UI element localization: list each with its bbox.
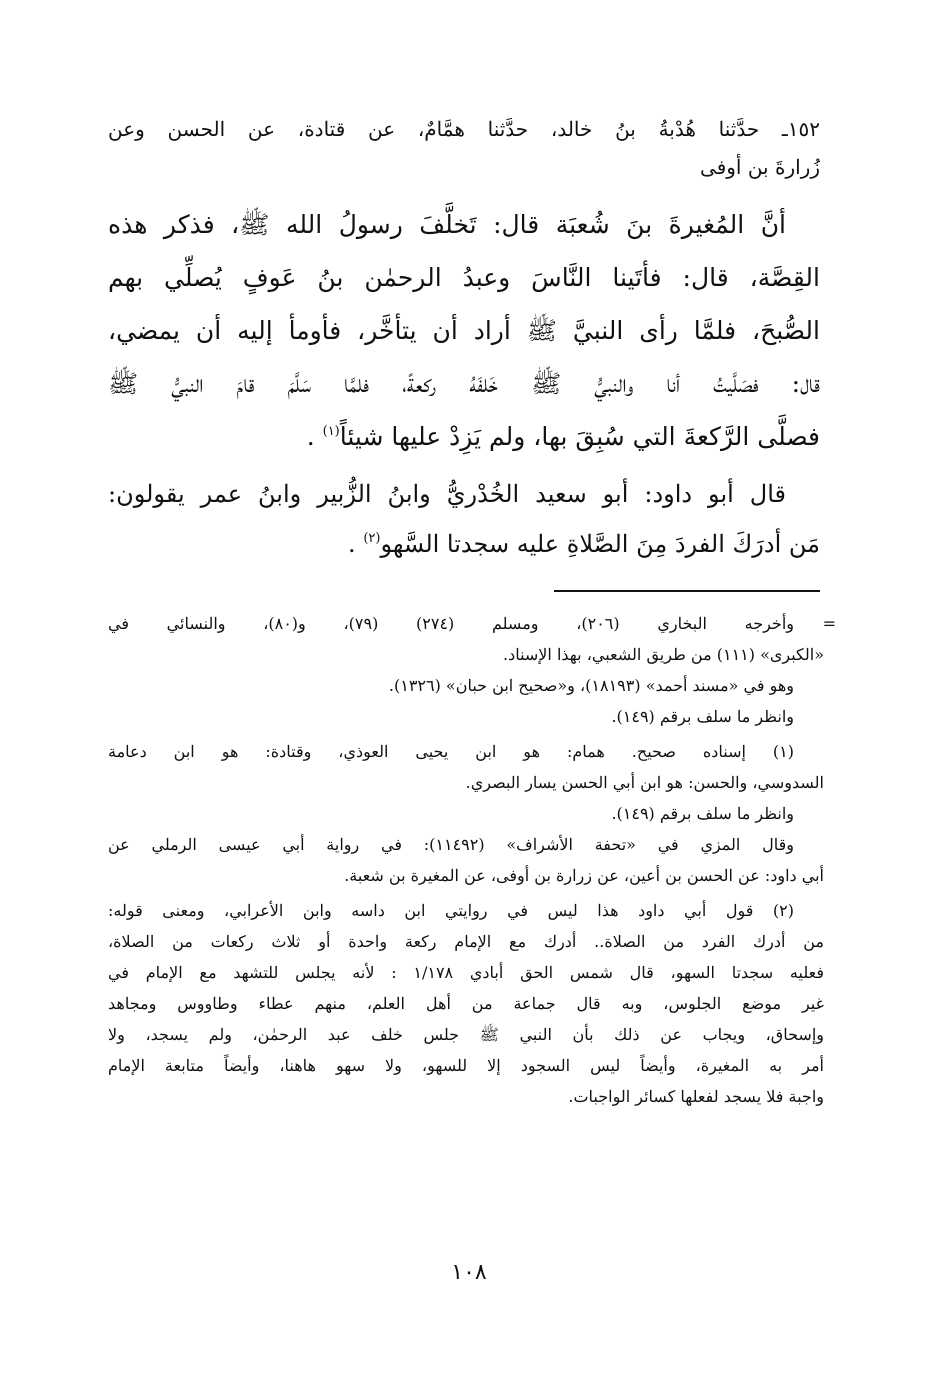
footnote-line: أمر به المغيرة، وأيضاً ليس السجود إلا للسهو، ولا سهو هاهنا، وأيضاً متابعة الإمام — [108, 1056, 824, 1075]
footnote-line: وقال المزي في «تحفة الأشراف» (١١٤٩٢): في رواية أبي عيسى الرملي عن — [108, 835, 795, 854]
footnote-ref-1: (١) — [322, 424, 340, 439]
main-text — [108, 110, 820, 569]
comment-line-last — [108, 519, 820, 569]
matn-line: أنَّ المُغيرةَ بنَ شُعبَة قال: تَخلَّفَ رسولُ الله ﷺ، فذكر هذه — [108, 210, 786, 239]
matn-line: قال: فصَلَّيتُ أنا والنبيُّ ﷺ خَلفَهُ ركعةً، فلمَّا سَلَّمَ قامَ النبيُّ ﷺ — [108, 369, 820, 398]
comment-end: . — [348, 530, 356, 558]
isnad-line: ١٥٢ـ حدَّثنا هُدْبةُ بنُ خالد، حدَّثنا همَّامٌ، عن قتادة، عن الحسن وعن — [108, 117, 820, 141]
continuation-mark: = — [822, 614, 836, 633]
footnote-line: واجبة فلا يسجد لفعلها كسائر الواجبات. — [568, 1087, 824, 1106]
footnote-line: وانظر ما سلف برقم (١٤٩). — [611, 707, 794, 726]
footnote-line: فعليه سجدتا السهو، قال شمس الحق أبادي ١/١٧٨ : لأنه يجلس للتشهد مع الإمام في — [108, 963, 824, 982]
footnote-line: وإسحاق، ويجاب عن ذلك بأن النبي ﷺ جلس خلف عبد الرحمٰن، ولم يسجد، ولا — [108, 1025, 824, 1044]
matn-line: الصُّبحَ، فلمَّا رأى النبيَّ ﷺ أراد أن يتأخَّر، فأومأ إليه أن يمضي، — [108, 316, 820, 345]
footnotes — [108, 608, 836, 1112]
footnote-line: (٢) قول أبي داود هذا ليس في روايتي ابن داسه وابن الأعرابي، ومعنى قوله: — [108, 901, 795, 920]
hadith-matn — [108, 198, 820, 463]
footnote-separator — [554, 590, 820, 592]
hadith-isnad — [108, 110, 820, 186]
footnote-line: «الكبرى» (١١١) من طريق الشعبي، بهذا الإسناد. — [502, 645, 824, 664]
footnote-ref-2: (٢) — [363, 531, 381, 546]
footnote-line: وأخرجه البخاري (٢٠٦)، ومسلم (٢٧٤) (٧٩)، و(٨٠)، والنسائي في — [108, 614, 794, 633]
footnote-line: وهو في «مسند أحمد» (١٨١٩٣)، و«صحيح ابن حبان» (١٣٢٦). — [388, 676, 794, 695]
footnote-line: السدوسي، والحسن: هو ابن أبي الحسن يسار البصري. — [465, 773, 824, 792]
comment-line: قال أبو داود: أبو سعيد الخُدْريُّ وابنُ الزُّبير وابنُ عمر يقولون: — [108, 480, 786, 508]
footnote-line: وانظر ما سلف برقم (١٤٩). — [611, 804, 794, 823]
isnad-line: زُرارةَ بن أوفى — [700, 155, 820, 179]
abu-dawud-comment — [108, 469, 820, 569]
footnote-line: أبي داود: عن الحسن بن أعين، عن زرارة بن أوفى، عن المغيرة بن شعبة. — [344, 866, 824, 885]
matn-end: . — [306, 422, 315, 451]
comment-text: مَن أدرَكَ الفردَ مِنَ الصَّلاةِ عليه سجدتا السَّهو — [380, 530, 820, 558]
footnote-line: من أدرك الفرد من الصلاة.. أدرك مع الإمام ركعة واحدة أو ثلاث ركعات من الصلاة، — [108, 932, 824, 951]
matn-text: فصلَّى الرَّكعةَ التي سُبِقَ بها، ولم يَزِدْ عليها شيئاً — [339, 422, 820, 451]
matn-line: القِصَّة، قال: فأتَينا النَّاسَ وعبدُ الرحمٰن بنُ عَوفٍ يُصلِّي بهم — [108, 263, 820, 292]
page-number: ١٠٨ — [451, 1260, 487, 1285]
footnote-line: غير موضع الجلوس، وبه قال جماعة من أهل العلم، منهم عطاء وطاووس ومجاهد — [108, 994, 824, 1013]
footnote-line: (١) إسناده صحيح. همام: هو ابن يحيى العوذي، وقتادة: هو ابن دعامة — [108, 742, 794, 761]
matn-line-last — [108, 410, 820, 463]
